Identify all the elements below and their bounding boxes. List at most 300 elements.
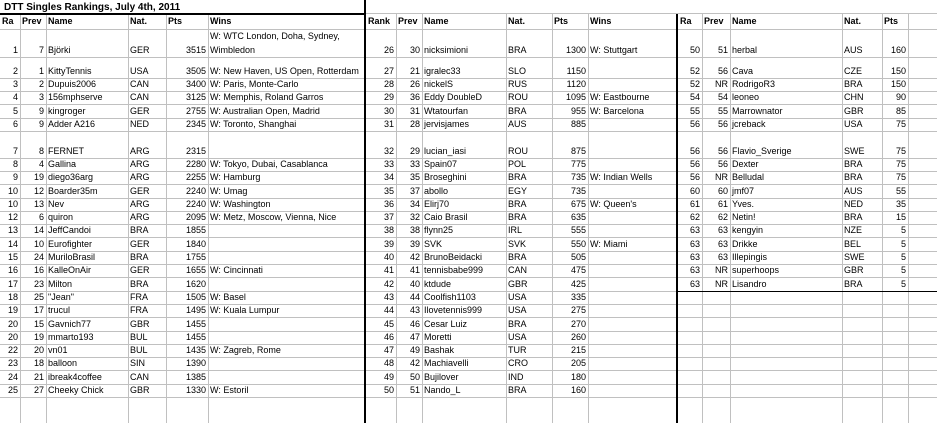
prev-rank-cell: 19 (33, 172, 44, 183)
nationality-cell: GER (130, 265, 150, 276)
wins-cell: W: Tokyo, Dubai, Casablanca (210, 158, 328, 169)
nationality-cell: NED (844, 198, 864, 209)
rank-cell: 27 (383, 65, 394, 76)
player-name-cell: "Jean" (48, 291, 74, 302)
wins-cell: W: Kuala Lumpur (210, 305, 280, 316)
nationality-cell: SVK (508, 238, 527, 249)
wins-cell (588, 264, 680, 277)
rank-cell: 20 (7, 331, 18, 342)
header-pts: Pts (168, 16, 183, 26)
nationality-cell: IRL (508, 225, 523, 236)
nationality-cell: CAN (508, 265, 528, 276)
rank-cell: 5 (12, 105, 18, 116)
prev-rank-cell: 63 (717, 252, 728, 263)
nationality-cell: ARG (130, 172, 150, 183)
points-cell: 85 (895, 105, 906, 116)
prev-rank-cell: NR (715, 265, 728, 276)
player-name-cell: Cesar Luiz (424, 318, 468, 329)
player-name-cell: Netin! (732, 212, 756, 223)
points-cell: 75 (895, 145, 906, 156)
player-name-cell: ktdude (424, 278, 452, 289)
rank-cell: 42 (383, 278, 394, 289)
player-name-cell: vn01 (48, 345, 68, 356)
grid-line (0, 317, 937, 318)
wins-cell (208, 145, 364, 158)
points-cell: 75 (895, 119, 906, 130)
rank-cell: 52 (689, 79, 700, 90)
nationality-cell: GER (130, 44, 150, 55)
prev-rank-cell: 19 (33, 331, 44, 342)
prev-rank-cell: 2 (38, 79, 44, 90)
nationality-cell: ARG (130, 212, 150, 223)
grid-line (20, 14, 21, 423)
rank-cell: 39 (383, 238, 394, 249)
points-cell: 1120 (566, 79, 586, 90)
rank-cell: 44 (383, 305, 394, 316)
prev-rank-cell: 56 (717, 158, 728, 169)
player-name-cell: diego36arg (48, 172, 94, 183)
header-nat: Nat. (508, 16, 526, 26)
grid-line (552, 14, 553, 423)
prev-rank-cell: 56 (717, 119, 728, 130)
points-cell: 150 (890, 79, 906, 90)
grid-line (0, 118, 937, 119)
player-name-cell: Adder A216 (48, 119, 96, 130)
rank-cell: 29 (383, 92, 394, 103)
nationality-cell: GBR (844, 105, 864, 116)
points-cell: 215 (570, 345, 586, 356)
nationality-cell: GER (130, 238, 150, 249)
prev-rank-cell: 51 (717, 44, 728, 55)
points-cell: 3125 (185, 92, 206, 103)
points-cell: 90 (895, 92, 906, 103)
points-cell: 2240 (185, 185, 206, 196)
rank-cell: 35 (383, 185, 394, 196)
rank-cell: 19 (7, 305, 18, 316)
wins-cell (208, 331, 364, 344)
prev-rank-cell: 21 (409, 65, 420, 76)
player-name-cell: Dupuis2006 (48, 79, 97, 90)
nationality-cell: FRA (130, 305, 148, 316)
grid-line (842, 14, 843, 423)
grid-line (0, 344, 937, 345)
prev-rank-cell: 30 (409, 44, 420, 55)
player-name-cell: igralec33 (424, 65, 461, 76)
grid-line (0, 198, 937, 199)
rank-cell: 22 (7, 345, 18, 356)
nationality-cell: GBR (508, 278, 528, 289)
prev-rank-cell: 4 (38, 158, 44, 169)
wins-cell (588, 291, 680, 304)
prev-rank-cell: 7 (38, 44, 44, 55)
prev-rank-cell: 42 (409, 252, 420, 263)
player-name-cell: KalleOnAir (48, 265, 92, 276)
prev-rank-cell: 60 (717, 185, 728, 196)
player-name-cell: nickelS (424, 79, 454, 90)
points-cell: 3505 (185, 65, 206, 76)
rank-cell: 56 (689, 172, 700, 183)
points-cell: 2240 (185, 198, 206, 209)
nationality-cell: CRO (508, 358, 528, 369)
prev-rank-cell: 31 (409, 105, 420, 116)
rank-cell: 16 (7, 265, 18, 276)
grid-line (0, 370, 937, 371)
player-name-cell: mmarto193 (48, 331, 94, 342)
header-nat: Nat. (130, 16, 148, 26)
nationality-cell: SWE (844, 145, 865, 156)
grid-line (676, 291, 937, 292)
nationality-cell: IND (508, 371, 524, 382)
rank-cell: 2 (12, 65, 18, 76)
player-name-cell: Eurofighter (48, 238, 93, 249)
wins-cell (588, 211, 680, 224)
wins-cell (588, 318, 680, 331)
wins-cell: W: Umag (210, 185, 248, 196)
prev-rank-cell: 25 (33, 291, 44, 302)
nationality-cell: USA (508, 305, 527, 316)
player-name-cell: Lisandro (732, 278, 767, 289)
wins-cell (208, 318, 364, 331)
player-name-cell: Flavio_Sverige (732, 145, 792, 156)
nationality-cell: BRA (508, 252, 527, 263)
player-name-cell: Belludal (732, 172, 765, 183)
nationality-cell: BRA (508, 172, 527, 183)
rank-cell: 63 (689, 265, 700, 276)
grid-line (0, 171, 937, 172)
grid-line (166, 14, 167, 423)
grid-line (128, 14, 129, 423)
nationality-cell: EGY (508, 185, 528, 196)
header-rank: Ra (2, 16, 14, 26)
prev-rank-cell: NR (715, 278, 728, 289)
points-cell: 5 (900, 225, 906, 236)
grid-line (0, 184, 937, 185)
wins-cell: W: Basel (210, 291, 246, 302)
nationality-cell: GBR (844, 265, 864, 276)
rank-cell: 10 (7, 185, 18, 196)
prev-rank-cell: 28 (409, 119, 420, 130)
rank-cell: 49 (383, 371, 394, 382)
grid-line (364, 0, 366, 423)
player-name-cell: BrunoBeidacki (424, 252, 483, 263)
wins-cell: W: Estoril (210, 385, 249, 396)
points-cell: 3515 (185, 44, 206, 55)
nationality-cell: BRA (844, 79, 863, 90)
prev-rank-cell: 63 (717, 225, 728, 236)
nationality-cell: USA (844, 119, 863, 130)
rank-cell: 1 (12, 44, 18, 55)
grid-line (730, 14, 731, 423)
nationality-cell: BRA (508, 198, 527, 209)
wins-cell: W: Eastbourne (590, 92, 650, 103)
wins-cell (588, 145, 680, 158)
prev-rank-cell: NR (715, 79, 728, 90)
points-cell: 735 (570, 185, 586, 196)
points-cell: 1855 (185, 225, 206, 236)
prev-rank-cell: 47 (409, 331, 420, 342)
rank-cell: 61 (689, 198, 700, 209)
points-cell: 550 (570, 238, 586, 249)
player-name-cell: Gavnich77 (48, 318, 92, 329)
rank-cell: 26 (383, 44, 394, 55)
points-cell: 160 (890, 44, 906, 55)
wins-cell: W: Toronto, Shanghai (210, 119, 297, 130)
player-name-cell: MuriloBrasil (48, 252, 96, 263)
grid-line (0, 211, 937, 212)
rank-cell: 63 (689, 238, 700, 249)
nationality-cell: ARG (130, 158, 150, 169)
nationality-cell: NED (130, 119, 150, 130)
points-cell: 735 (570, 172, 586, 183)
rank-cell: 60 (689, 185, 700, 196)
prev-rank-cell: 10 (33, 238, 44, 249)
player-name-cell: Spain07 (424, 158, 458, 169)
player-name-cell: Machiavelli (424, 358, 469, 369)
prev-rank-cell: 17 (33, 305, 44, 316)
wins-cell (208, 278, 364, 291)
rank-cell: 56 (689, 119, 700, 130)
nationality-cell: SLO (508, 65, 527, 76)
prev-rank-cell: 62 (717, 212, 728, 223)
prev-rank-cell: 39 (409, 238, 420, 249)
prev-rank-cell: 14 (33, 225, 44, 236)
prev-rank-cell: 9 (38, 119, 44, 130)
points-cell: 2345 (185, 119, 206, 130)
nationality-cell: BUL (130, 331, 148, 342)
grid-line (0, 357, 937, 358)
player-name-cell: superhoops (732, 265, 780, 276)
nationality-cell: GER (130, 185, 150, 196)
rank-cell: 28 (383, 79, 394, 90)
points-cell: 505 (570, 252, 586, 263)
prev-rank-cell: 29 (409, 145, 420, 156)
wins-cell (208, 238, 364, 251)
prev-rank-cell: 27 (33, 385, 44, 396)
player-name-cell: Moretti (424, 331, 452, 342)
player-name-cell: Coolfish1103 (424, 291, 476, 302)
wins-cell: W: Paris, Monte-Carlo (210, 79, 299, 90)
player-name-cell: Caio Brasil (424, 212, 468, 223)
wins-cell (588, 357, 680, 370)
rank-cell: 17 (7, 278, 18, 289)
prev-rank-cell: 55 (717, 105, 728, 116)
player-name-cell: Boarder35m (48, 185, 98, 196)
rank-cell: 43 (383, 291, 394, 302)
points-cell: 2755 (185, 105, 206, 116)
rank-cell: 34 (383, 172, 394, 183)
wins-cell (588, 304, 680, 317)
wins-cell (588, 78, 680, 91)
player-name-cell: trucul (48, 305, 71, 316)
grid-line (0, 384, 937, 385)
nationality-cell: USA (508, 331, 527, 342)
header-prev: Prev (704, 16, 724, 26)
player-name-cell: JeffCandoi (48, 225, 91, 236)
points-cell: 75 (895, 158, 906, 169)
header-rank: Rank (368, 16, 391, 26)
points-cell: 1095 (565, 92, 586, 103)
prev-rank-cell: 33 (409, 158, 420, 169)
header-prev: Prev (398, 16, 418, 26)
wins-cell: W: Hamburg (210, 172, 261, 183)
header-wins: Wins (210, 16, 232, 26)
wins-cell: W: Barcelona (590, 105, 644, 116)
header-nat: Nat. (844, 16, 862, 26)
nationality-cell: BRA (844, 172, 863, 183)
prev-rank-cell: 42 (409, 358, 420, 369)
nationality-cell: BUL (130, 345, 148, 356)
nationality-cell: GER (130, 105, 150, 116)
points-cell: 2315 (185, 145, 206, 156)
rank-cell: 13 (7, 225, 18, 236)
player-name-cell: balloon (48, 358, 78, 369)
prev-rank-cell: NR (715, 172, 728, 183)
points-cell: 150 (890, 65, 906, 76)
rank-cell: 15 (7, 252, 18, 263)
player-name-cell: Marrownator (732, 105, 783, 116)
prev-rank-cell: 12 (33, 185, 44, 196)
points-cell: 270 (570, 318, 586, 329)
nationality-cell: AUS (508, 119, 527, 130)
points-cell: 875 (570, 145, 586, 156)
nationality-cell: POL (508, 158, 527, 169)
wins-cell (588, 185, 680, 198)
nationality-cell: USA (130, 65, 149, 76)
points-cell: 2280 (185, 158, 206, 169)
wins-cell: Wimbledon (210, 44, 256, 55)
player-name-cell: Nando_L (424, 385, 461, 396)
nationality-cell: ARG (130, 145, 150, 156)
header-pts: Pts (884, 16, 899, 26)
player-name-cell: KittyTennis (48, 65, 92, 76)
wins-cell (588, 371, 680, 384)
prev-rank-cell: 50 (409, 371, 420, 382)
grid-line (702, 14, 703, 423)
rank-cell: 50 (383, 385, 394, 396)
nationality-cell: ROU (508, 92, 528, 103)
player-name-cell: Illepingis (732, 252, 768, 263)
prev-rank-cell: 44 (409, 291, 420, 302)
nationality-cell: BRA (508, 385, 527, 396)
grid-line (46, 14, 47, 423)
player-name-cell: jcreback (732, 119, 766, 130)
nationality-cell: NZE (844, 225, 862, 236)
points-cell: 3400 (185, 79, 206, 90)
prev-rank-cell: 37 (409, 185, 420, 196)
prev-rank-cell: 26 (409, 79, 420, 90)
player-name-cell: Nev (48, 198, 65, 209)
rank-cell: 33 (383, 158, 394, 169)
rank-cell: 52 (689, 65, 700, 76)
points-cell: 335 (570, 291, 586, 302)
player-name-cell: jmf07 (732, 185, 755, 196)
player-name-cell: ibreak4coffee (48, 371, 102, 382)
grid-line (0, 237, 937, 238)
player-name-cell: flynn25 (424, 225, 454, 236)
rank-cell: 63 (689, 225, 700, 236)
header-name: Name (424, 16, 449, 26)
wins-cell: W: Metz, Moscow, Vienna, Nice (210, 212, 337, 223)
header-rank: Ra (680, 16, 692, 26)
rank-cell: 50 (689, 44, 700, 55)
rank-cell: 56 (689, 158, 700, 169)
prev-rank-cell: 54 (717, 92, 728, 103)
points-cell: 1455 (185, 318, 206, 329)
points-cell: 160 (570, 385, 586, 396)
points-cell: 675 (570, 198, 586, 209)
points-cell: 1435 (185, 345, 206, 356)
player-name-cell: Drikke (732, 238, 758, 249)
player-name-cell: Cava (732, 65, 754, 76)
points-cell: 775 (570, 158, 586, 169)
grid-line (208, 14, 209, 423)
rank-cell: 14 (7, 238, 18, 249)
points-cell: 1455 (185, 331, 206, 342)
header-wins: Wins (590, 16, 612, 26)
rank-cell: 18 (7, 291, 18, 302)
prev-rank-cell: 8 (38, 145, 44, 156)
prev-rank-cell: 23 (33, 278, 44, 289)
player-name-cell: Wtatourfan (424, 105, 469, 116)
player-name-cell: lucian_iasi (424, 145, 467, 156)
wins-cell (588, 224, 680, 237)
rank-cell: 3 (12, 79, 18, 90)
wins-cell: W: Cincinnati (210, 265, 263, 276)
nationality-cell: SIN (130, 358, 146, 369)
nationality-cell: GBR (130, 385, 150, 396)
wins-cell: W: New Haven, US Open, Rotterdam (210, 65, 359, 76)
rank-cell: 25 (7, 385, 18, 396)
rank-cell: 63 (689, 278, 700, 289)
points-cell: 1620 (185, 278, 206, 289)
prev-rank-cell: 9 (38, 105, 44, 116)
points-cell: 955 (570, 105, 586, 116)
rank-cell: 45 (383, 318, 394, 329)
grid-line (0, 224, 937, 225)
wins-cell (588, 344, 680, 357)
rank-cell: 7 (12, 145, 18, 156)
grid-line (0, 104, 937, 105)
grid-line (0, 264, 937, 265)
grid-line (0, 397, 937, 398)
grid-line (0, 331, 937, 332)
player-name-cell: nicksimioni (424, 44, 469, 55)
points-cell: 1755 (185, 252, 206, 263)
rank-cell: 10 (7, 198, 18, 209)
player-name-cell: Elirj70 (424, 198, 450, 209)
prev-rank-cell: 16 (33, 265, 44, 276)
points-cell: 1150 (566, 65, 586, 76)
prev-rank-cell: 51 (409, 385, 420, 396)
prev-rank-cell: 43 (409, 305, 420, 316)
points-cell: 5 (900, 238, 906, 249)
prev-rank-cell: 40 (409, 278, 420, 289)
grid-line (396, 14, 397, 423)
player-name-cell: leoneo (732, 92, 760, 103)
points-cell: 2095 (185, 212, 206, 223)
points-cell: 635 (570, 212, 586, 223)
prev-rank-cell: 32 (409, 212, 420, 223)
wins-cell (208, 357, 364, 370)
rank-cell: 6 (12, 119, 18, 130)
prev-rank-cell: 38 (409, 225, 420, 236)
player-name-cell: FERNET (48, 145, 84, 156)
prev-rank-cell: 15 (33, 318, 44, 329)
nationality-cell: BRA (130, 225, 149, 236)
grid-line (422, 14, 423, 423)
points-cell: 1300 (565, 44, 586, 55)
rank-cell: 47 (383, 345, 394, 356)
